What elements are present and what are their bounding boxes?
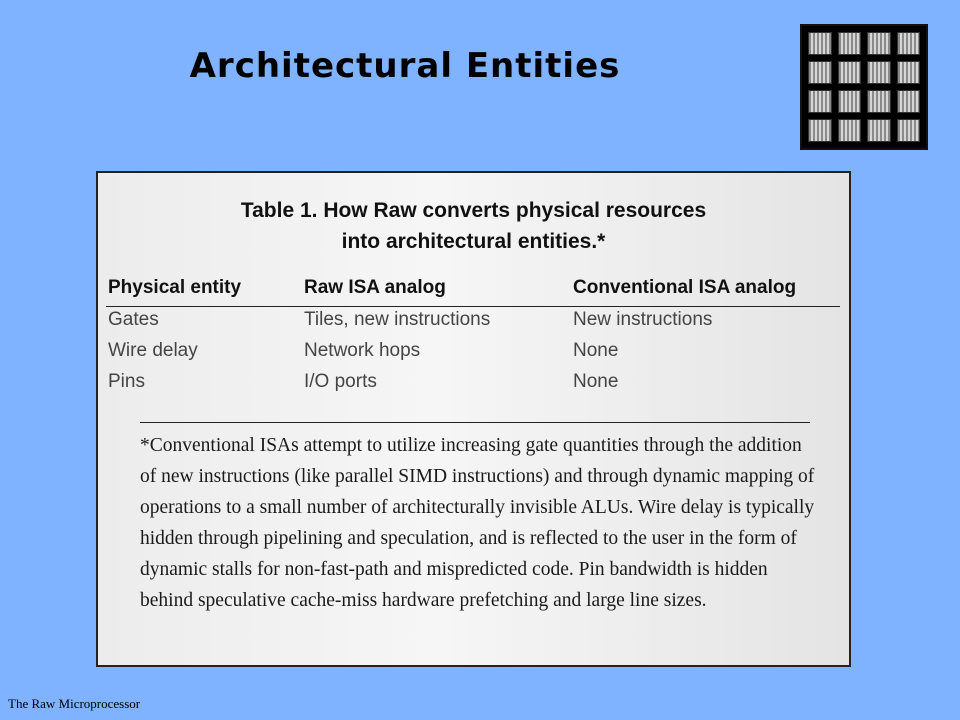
cell-raw-isa-analog: Tiles, new instructions xyxy=(304,309,491,330)
chip-tile xyxy=(838,61,862,84)
chip-tile xyxy=(867,32,891,55)
chip-tile xyxy=(867,90,891,113)
cell-conventional-isa-analog: New instructions xyxy=(573,309,713,330)
header-conventional-isa-analog: Conventional ISA analog xyxy=(573,277,797,298)
table-row xyxy=(108,309,838,339)
raw-chip-die-icon xyxy=(800,24,928,150)
table-row xyxy=(108,340,838,370)
table-row xyxy=(108,371,838,401)
cell-conventional-isa-analog: None xyxy=(573,340,619,361)
chip-tile xyxy=(897,32,921,55)
chip-tile xyxy=(867,61,891,84)
chip-tile xyxy=(897,119,921,142)
cell-physical-entity: Gates xyxy=(108,309,159,330)
chip-tile xyxy=(867,119,891,142)
table-footnote: *Conventional ISAs attempt to utilize increasing gate quantities through the addition of new instructions (like parallel SIMD instructions) and through dynamic mapping of operations to a small number of architecturally invisible ALUs. Wire delay is typically hidden through pipelining and speculation, and is reflected to the user in the form of dynamic stalls for non-fast-path and mispredicted code. Pin bandwidth is hidden behind speculative cache-miss hardware prefetching and large line sizes. xyxy=(140,435,815,611)
footnote-divider xyxy=(140,422,810,423)
table-caption-line-2: into architectural entities.* xyxy=(341,230,606,253)
table-header-row xyxy=(108,277,838,307)
chip-tile xyxy=(808,32,832,55)
chip-tile xyxy=(808,90,832,113)
chip-tile xyxy=(838,119,862,142)
chip-tile xyxy=(838,32,862,55)
cell-raw-isa-analog: Network hops xyxy=(304,340,421,361)
table-panel xyxy=(96,171,851,667)
table-caption-line-1: Table 1. How Raw converts physical resources xyxy=(240,199,707,222)
chip-tile-grid xyxy=(808,32,920,142)
chip-tile xyxy=(897,90,921,113)
header-raw-isa-analog: Raw ISA analog xyxy=(304,277,446,298)
chip-tile xyxy=(808,61,832,84)
chip-tile xyxy=(808,119,832,142)
cell-raw-isa-analog: I/O ports xyxy=(304,371,377,392)
header-physical-entity: Physical entity xyxy=(108,277,242,298)
chip-tile xyxy=(838,90,862,113)
chip-tile xyxy=(897,61,921,84)
cell-conventional-isa-analog: None xyxy=(573,371,619,392)
header-divider xyxy=(106,306,840,307)
slide-footer: The Raw Microprocessor xyxy=(8,696,141,711)
cell-physical-entity: Wire delay xyxy=(108,340,198,361)
table-caption xyxy=(98,195,849,257)
cell-physical-entity: Pins xyxy=(108,371,145,392)
slide-title: Architectural Entities xyxy=(189,46,621,86)
